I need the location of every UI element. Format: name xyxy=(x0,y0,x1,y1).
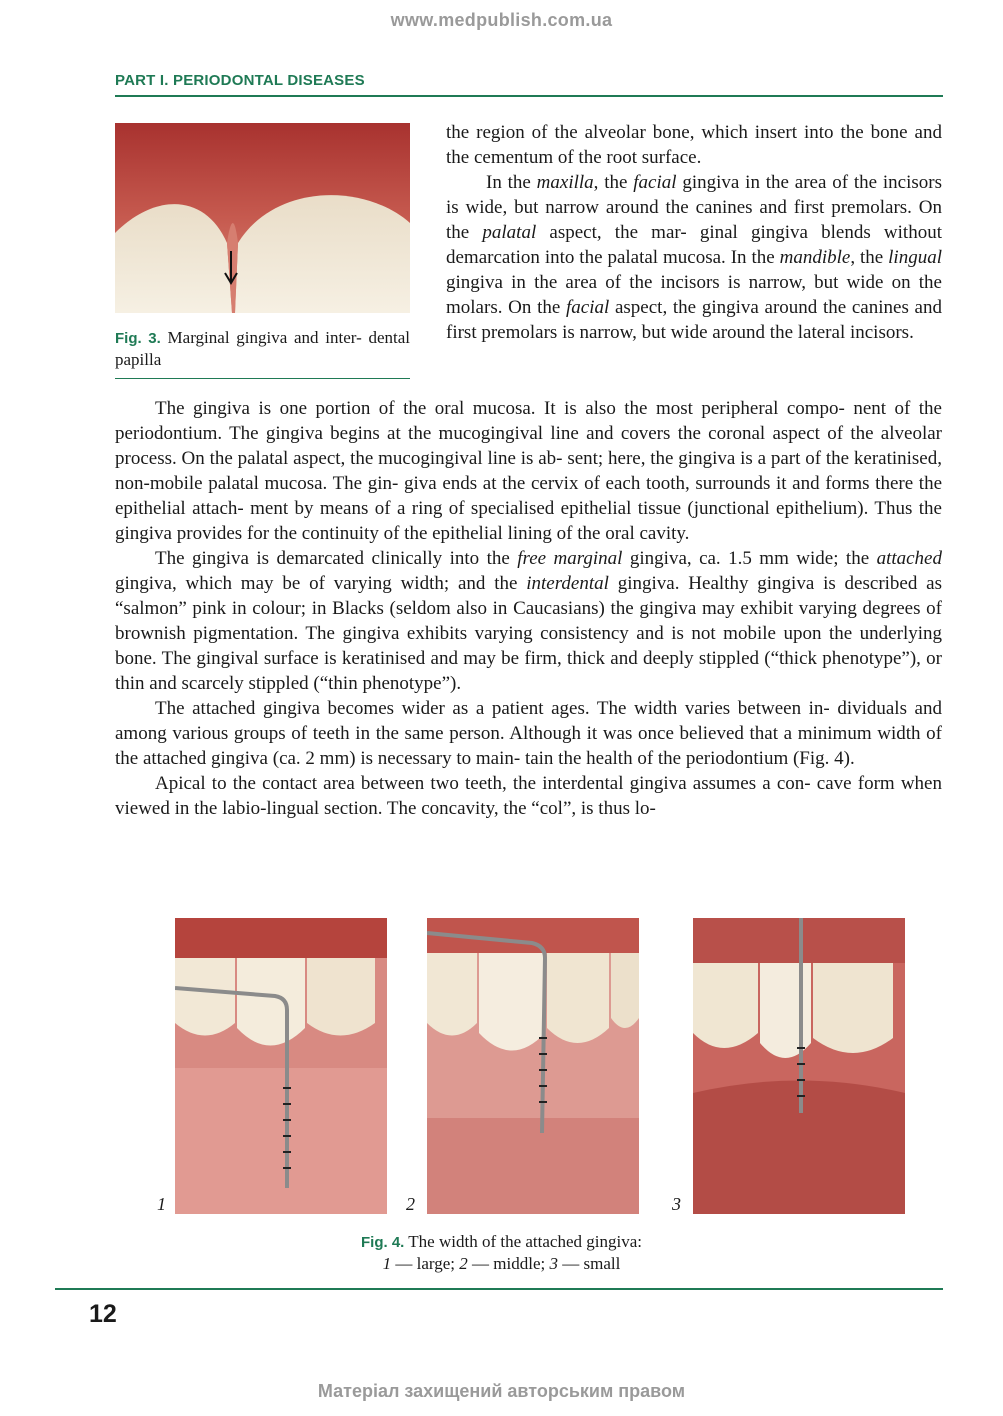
fig4-panel-number-1: 1 xyxy=(157,1194,166,1214)
footer-rule xyxy=(55,1288,943,1290)
column-paragraph-2: In the maxilla, the facial gingiva in the area of the incisors is wide, but narrow around the canines and first premolars. On the palatal aspect, the mar- ginal gingiva blends without demarcation into the palatal mucosa. In the mandible, the lingual gingiva in the area of the incisors is narrow, but wide on the molars. On the facial aspect, the gingiva around the canines and first premolars is narrow, but wide around the lateral incisors. xyxy=(446,172,942,343)
fig4-panel-number-3: 3 xyxy=(672,1194,681,1214)
body-paragraph-3: The attached gingiva becomes wider as a patient ages. The width varies between in- dividuals and among various groups of teeth in the same person. Although it was once believed that a minimum width of the attached gingiva (ca. 2 mm) is necessary to main- tain the health of the periodontium (Fig. 4). xyxy=(115,698,942,769)
copyright-watermark: Матеріал захищений авторським правом xyxy=(317,1381,686,1401)
site-watermark: www.medpublish.com.ua xyxy=(390,10,613,30)
fig4-label: Fig. 4. xyxy=(361,1234,405,1251)
running-head: PART I. PERIODONTAL DISEASES xyxy=(115,72,365,89)
column-text xyxy=(446,120,942,345)
body-paragraph-4: Apical to the contact area between two teeth, the interdental gingiva assumes a con- cave form when viewed in the labio-lingual section. The concavity, the “col”, is thus lo- xyxy=(115,773,942,819)
fig4-photo-2 xyxy=(427,918,639,1214)
fig4-caption-line-2: 1 — large; 2 — middle; 3 — small xyxy=(382,1254,621,1273)
column-paragraph-1: the region of the alveolar bone, which insert into the bone and the cementum of the root surface. xyxy=(446,122,942,168)
fig3-caption xyxy=(115,327,410,370)
fig3-label: Fig. 3. xyxy=(115,330,161,347)
fig4-caption xyxy=(0,1231,1003,1274)
fig4-photo-1 xyxy=(175,918,387,1214)
body-text xyxy=(115,396,942,821)
fig4-figure xyxy=(115,918,942,1214)
fig4-photo-3 xyxy=(693,918,905,1214)
fig3-rule xyxy=(115,378,410,379)
page-number: 12 xyxy=(89,1300,117,1328)
body-paragraph-1: The gingiva is one portion of the oral mucosa. It is also the most peripheral compo- nent of the periodontium. The gingiva begins at the mucogingival line and covers the coronal aspect of the alveolar process. On the palatal aspect, the mucogingival line is ab- sent; here, the gingiva is a part of the keratinised, non-mobile palatal mucosa. The gin- giva ends at the cervix of each tooth, surrounds it and forms there the epithelial attach- ment by means of a ring of specialised epithelial tissue (junctional epithelium). Thus the gingiva provides for the continuity of the epithelial lining of the oral cavity. xyxy=(115,398,942,544)
body-paragraph-2: The gingiva is demarcated clinically into the free marginal gingiva, ca. 1.5 mm wide; the attached gingiva, which may be of varying width; and the interdental gingiva. Healthy gingiva is described as “salmon” pink in colour; in Blacks (seldom also in Caucasians) the gingiva may exhibit varying degrees of brownish pigmentation. The gingiva exhibits varying consistency and is not mobile upon the underlying bone. The gingival surface is keratinised and may be firm, thick and deeply stippled (“thick phenotype”), or thin and scarcely stippled (“thin phenotype”). xyxy=(115,548,942,694)
fig4-panel-number-2: 2 xyxy=(406,1194,415,1214)
fig3-caption-text: Marginal gingiva and inter- dental papilla xyxy=(115,328,410,369)
header-rule xyxy=(115,95,943,97)
fig4-caption-line-1: The width of the attached gingiva: xyxy=(408,1232,642,1251)
fig3-photo xyxy=(115,123,410,313)
